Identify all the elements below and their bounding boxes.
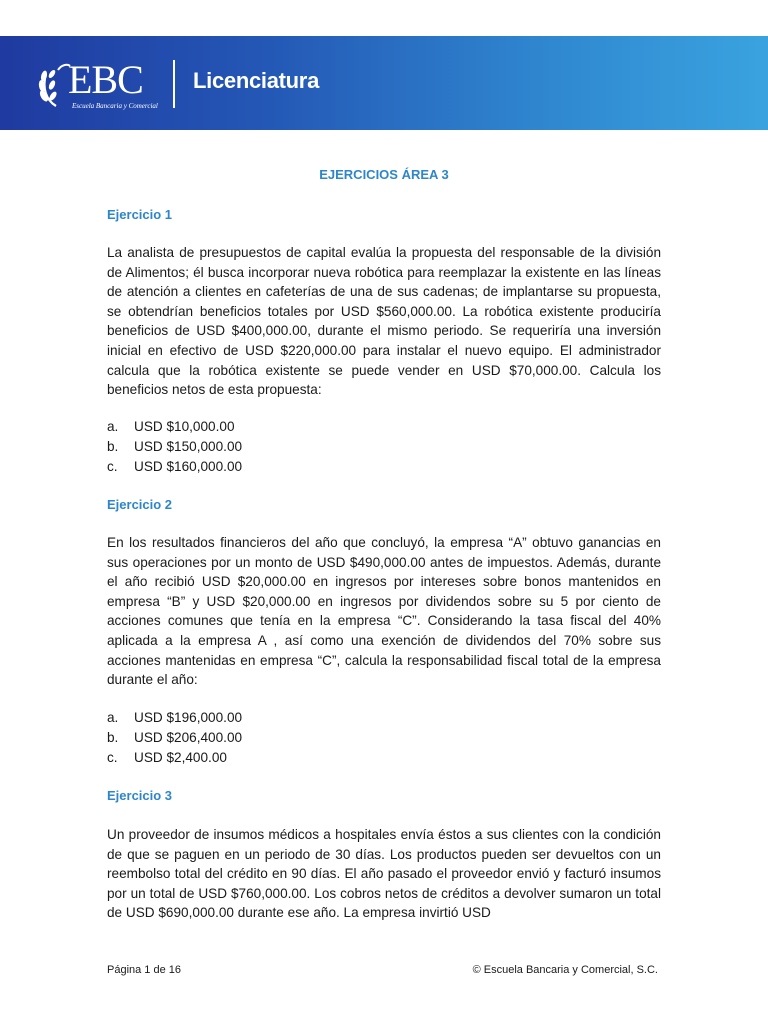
exercise-3-heading: Ejercicio 3 xyxy=(107,788,173,803)
exercise-2-heading: Ejercicio 2 xyxy=(107,497,173,512)
option-text: USD $10,000.00 xyxy=(134,419,235,434)
option-text: USD $196,000.00 xyxy=(134,710,243,725)
option-text: USD $2,400.00 xyxy=(134,749,227,765)
option-letter: a. xyxy=(107,419,119,434)
header-divider xyxy=(173,60,175,108)
option-item xyxy=(107,728,242,748)
option-letter: a. xyxy=(107,710,119,725)
option-item xyxy=(107,437,242,457)
option-letter: b. xyxy=(107,438,119,454)
option-letter: c. xyxy=(107,749,118,765)
option-text: USD $160,000.00 xyxy=(134,458,243,474)
logo-subtitle: Escuela Bancaria y Comercial xyxy=(72,102,158,110)
option-item xyxy=(107,457,242,477)
option-letter: c. xyxy=(107,458,118,474)
option-item xyxy=(107,708,242,728)
option-item xyxy=(107,417,242,437)
header-banner xyxy=(0,36,768,130)
option-text: USD $150,000.00 xyxy=(134,438,243,454)
header-title: Licenciatura xyxy=(193,68,320,93)
exercise-1-options xyxy=(107,417,242,476)
logo-text: EBC xyxy=(68,57,143,102)
ebc-logo xyxy=(38,58,168,114)
exercise-3-text: Un proveedor de insumos médicos a hospitales envía éstos a sus clientes con la condición de que se paguen en un periodo de 30 días. Los productos pueden ser devueltos con un reembolso total del crédito en 90 días. El año pasado el proveedor envió y facturó insumos por un total de USD $760,000.00. Los cobros netos de créditos a devolver sumaron un total de USD $690,000.00 durante ese año. La empresa invirtió USD xyxy=(107,827,661,921)
option-text: USD $206,400.00 xyxy=(134,729,243,745)
exercise-2-text: En los resultados financieros del año que concluyó, la empresa “A” obtuvo ganancias en sus operaciones por un monto de USD $490,000.00 antes de impuestos. Además, durante el año recibió USD $20,000.00 en ingresos por intereses sobre bonos mantenidos en empresa “B” y USD $20,000.00 en ingresos por dividendos sobre su 5 por ciento de acciones comunes que tenía en la empresa “C”. Considerando la tasa fiscal del 40% aplicada a la empresa A , así como una exención de dividendos del 70% sobre sus acciones mantenidas en empresa “C”, calcula la responsabilidad fiscal total de la empresa durante el año: xyxy=(107,535,661,688)
laurel-icon xyxy=(38,62,72,108)
option-letter: b. xyxy=(107,729,119,745)
footer-copyright: © Escuela Bancaria y Comercial, S.C. xyxy=(472,964,658,976)
option-item xyxy=(107,748,242,768)
document-title: EJERCICIOS ÁREA 3 xyxy=(319,167,449,182)
page-number: Página 1 de 16 xyxy=(107,964,182,976)
exercise-2-options xyxy=(107,708,242,767)
exercise-1-text: La analista de presupuestos de capital evalúa la propuesta del responsable de la división de Alimentos; él busca incorporar nueva robótica para reemplazar la existente en las líneas de atención a clientes en cafeterías de una de sus cadenas; de implantarse su propuesta, se obtendrían beneficios totales por USD $560,000.00. La robótica existente produciría beneficios de USD $400,000.00, durante el mismo periodo. Se requeriría una inversión inicial en efectivo de USD $220,000.00 para instalar el nuevo equipo. El administrador calcula que la robótica existente se puede vender en USD $70,000.00. Calcula los beneficios netos de esta propuesta: xyxy=(107,245,661,398)
exercise-1-heading: Ejercicio 1 xyxy=(107,207,173,222)
